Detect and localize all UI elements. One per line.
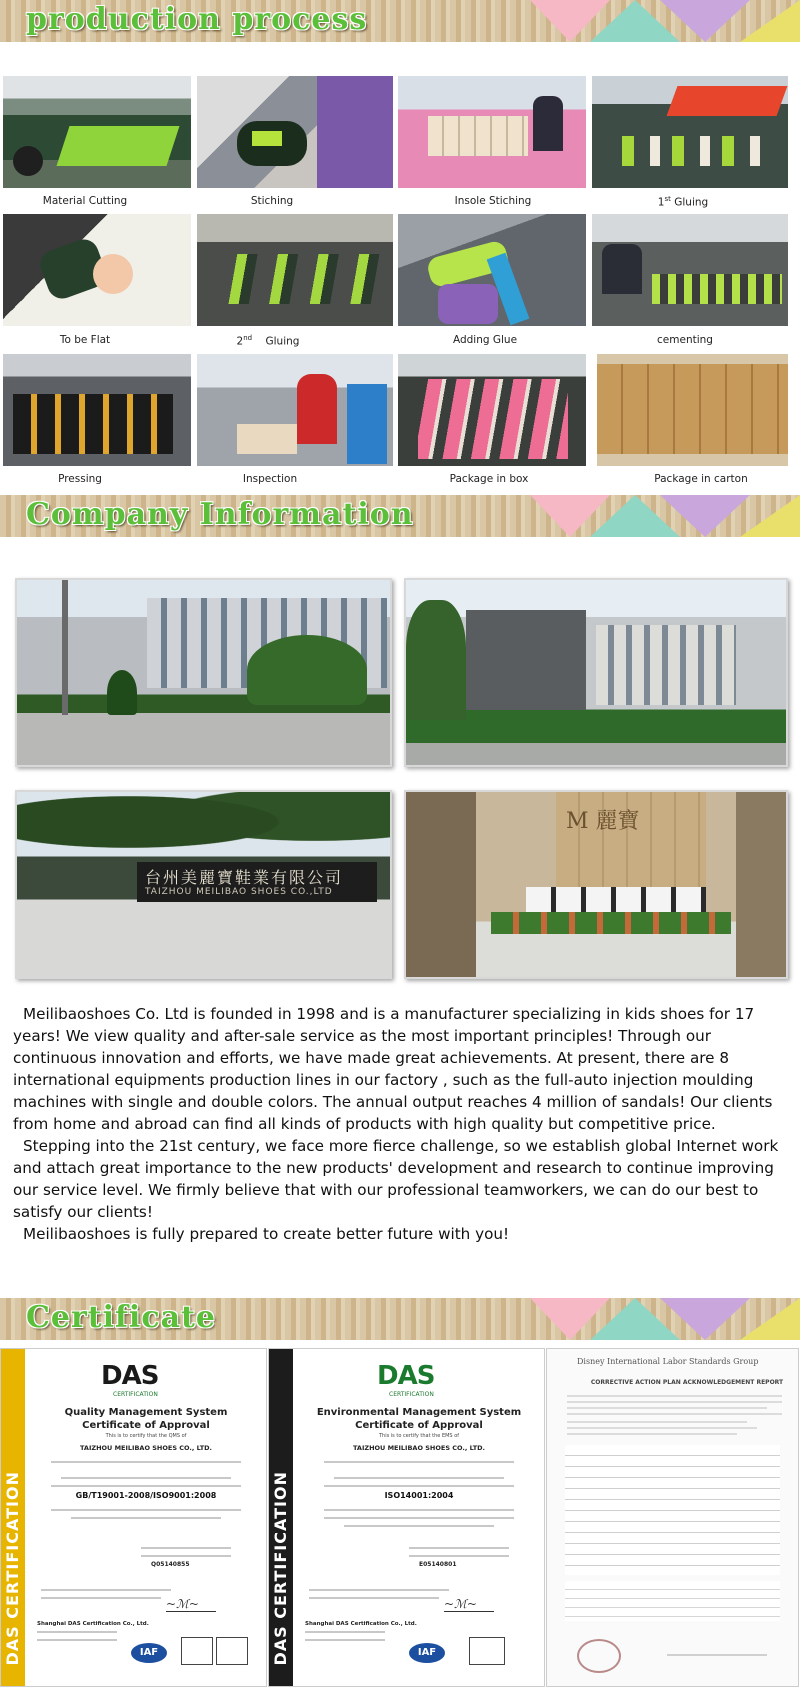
cert1-system: Quality Management System (64, 1407, 228, 1418)
first-gluing-label: Gluing (674, 196, 709, 209)
cert3-title: CORRECTIVE ACTION PLAN ACKNOWLEDGEMENT REPORT (590, 1379, 784, 1386)
company-banner (0, 495, 800, 537)
second-gluing-suffix: nd (243, 334, 253, 342)
caption-insole-stiching: Insole Stiching (454, 195, 532, 207)
certificate-banner (0, 1298, 800, 1340)
lobby-sign: M 麗寶 (566, 809, 640, 834)
caption-stiching: Stiching (250, 195, 294, 207)
company-sign-english: TAIZHOU MEILIBAO SHOES CO.,LTD (145, 887, 333, 897)
photo-to-be-flat (3, 214, 191, 326)
cert1-standard: GB/T19001-2008/ISO9001:2008 (75, 1491, 217, 1500)
photo-second-gluing (197, 214, 393, 326)
company-description (13, 1003, 793, 1245)
caption-first-gluing (583, 195, 783, 209)
production-banner (0, 0, 800, 42)
cert2-number: E05140801 (419, 1561, 457, 1568)
cert2-system: Environmental Management System (316, 1407, 522, 1418)
certificate-environmental: DAS CERTIFICATION DAS CERTIFICATION Environmental Management System Certificate of Approval This is to certify that the EMS of TAIZHOU MEILIBAO SHOES CO., LTD. ISO14001:2004 E05140801 ~ℳ~ Shanghai DAS Certification Co., Ltd. IAF (268, 1348, 545, 1687)
cert2-line: This is to certify that the EMS of (378, 1433, 460, 1439)
cert2-stripe-text: DAS CERTIFICATION (271, 1471, 290, 1666)
cert2-logo-sub: CERTIFICATION (389, 1391, 434, 1398)
caption-material-cutting: Material Cutting (42, 195, 128, 207)
cert1-issuer: Shanghai DAS Certification Co., Ltd. (37, 1621, 149, 1627)
photo-package-in-carton (597, 354, 788, 466)
caption-to-be-flat: To be Flat (59, 334, 111, 346)
second-gluing-ordinal: 2 (236, 335, 244, 348)
cert1-stripe-text: DAS CERTIFICATION (3, 1471, 22, 1666)
cert1-line: This is to certify that the QMS of (105, 1433, 187, 1439)
cert1-number: Q05140855 (151, 1561, 190, 1568)
cert2-company: TAIZHOU MEILIBAO SHOES CO., LTD. (352, 1444, 485, 1452)
company-paragraph-1: Meilibaoshoes Co. Ltd is founded in 1998 and is a manufacturer specializing in kids shoes for 17 years! We view quality and after-sale service as the most important principles! Through our continuous innovation and efforts, we have made great achievements. At present, there are 8 international equipments production lines in our factory , such as the full-auto injection moulding machines with single and double colors. The annual output reaches 4 million of sandals! Our clients from home and abroad can find all kinds of products with high quality but competitive price. (13, 1005, 773, 1133)
cert2-issuer: Shanghai DAS Certification Co., Ltd. (305, 1621, 417, 1627)
cert2-title: Certificate of Approval (355, 1420, 483, 1431)
caption-package-in-carton: Package in carton (654, 473, 748, 485)
photo-pressing (3, 354, 191, 466)
caption-second-gluing (168, 334, 368, 348)
building-photo-1 (15, 578, 392, 767)
certificate-title: Certificate (26, 1300, 216, 1335)
cert1-logo-sub: CERTIFICATION (113, 1391, 158, 1398)
company-sign-chinese: 台州美麗寶鞋業有限公司 (145, 868, 344, 887)
photo-adding-glue (398, 214, 586, 326)
photo-stiching (197, 76, 393, 188)
company-title: Company Information (26, 497, 414, 532)
cert2-standard: ISO14001:2004 (384, 1491, 454, 1500)
cert1-iaf-logo: IAF (131, 1643, 167, 1663)
caption-cementing: cementing (657, 334, 713, 346)
caption-package-in-box: Package in box (449, 473, 529, 485)
photo-package-in-box (398, 354, 586, 466)
photo-insole-stiching (398, 76, 586, 188)
photo-first-gluing (592, 76, 788, 188)
first-gluing-ordinal: 1 (657, 196, 665, 209)
production-title: production process (26, 2, 368, 37)
building-photo-4 (404, 790, 788, 979)
cert1-das-logo: DAS (101, 1361, 159, 1391)
second-gluing-label: Gluing (265, 335, 300, 348)
photo-inspection (197, 354, 393, 466)
company-paragraph-2: Stepping into the 21st century, we face more fierce challenge, so we establish global Internet work and attach great importance to the new products' development and research to continue improving our service level. We firmly believe that with our professional teamworkers, we can do our best to satisfy our clients! (13, 1137, 779, 1221)
caption-adding-glue: Adding Glue (452, 334, 518, 346)
cert1-title: Certificate of Approval (82, 1420, 210, 1431)
building-photo-2 (404, 578, 788, 767)
caption-inspection: Inspection (242, 473, 298, 485)
caption-pressing: Pressing (58, 473, 102, 485)
photo-cementing (592, 214, 788, 326)
cert2-das-logo: DAS (377, 1361, 435, 1391)
certificate-quality: DAS CERTIFICATION DAS CERTIFICATION Quality Management System Certificate of Approval This is to certify that the QMS of TAIZHOU MEILIBAO SHOES CO., LTD. GB/T19001-2008/ISO9001:2008 Q05140855 ~ℳ~ Shanghai DAS Certification Co., Ltd. IAF (0, 1348, 267, 1687)
company-paragraph-3: Meilibaoshoes is fully prepared to create better future with you! (23, 1225, 510, 1243)
first-gluing-suffix: st (664, 195, 671, 203)
cert2-iaf-logo: IAF (409, 1643, 445, 1663)
building-photo-3 (15, 790, 392, 979)
certificate-disney-report (546, 1348, 799, 1687)
cert1-company: TAIZHOU MEILIBAO SHOES CO., LTD. (79, 1444, 212, 1452)
photo-material-cutting (3, 76, 191, 188)
cert3-header: Disney International Labor Standards Group (577, 1357, 759, 1366)
